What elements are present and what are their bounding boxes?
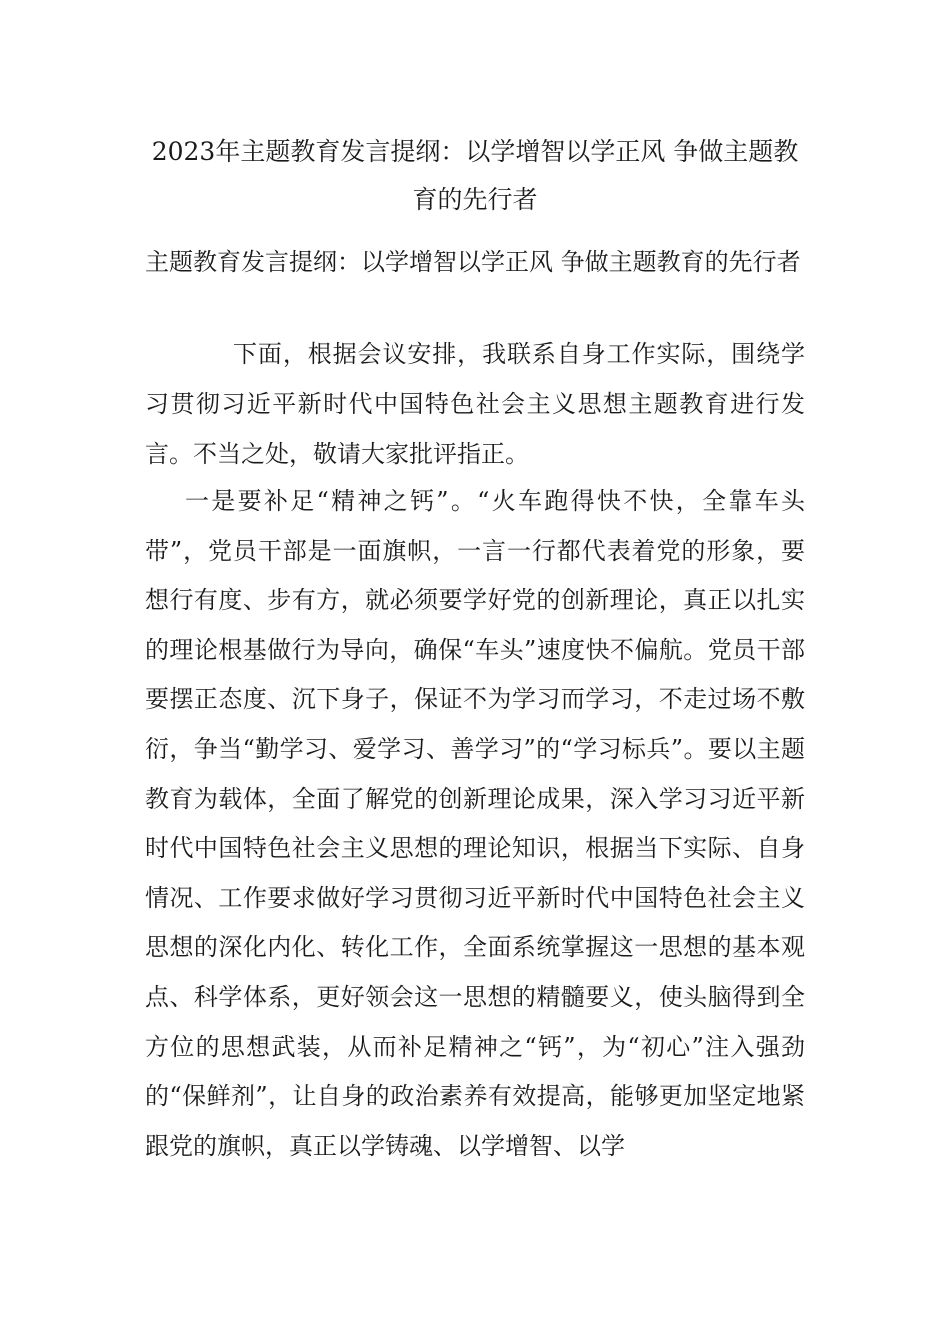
document-title: 2023年主题教育发言提纲：以学增智以学正风 争做主题教育的先行者 bbox=[151, 137, 799, 214]
paragraph-intro: 下面，根据会议安排，我联系自身工作实际，围绕学习贯彻习近平新时代中国特色社会主义思想主题教育进行发言。不当之处，敬请大家批评指正。 bbox=[145, 340, 805, 468]
paragraph-point-one: 一是要补足“精神之钙”。“火车跑得快不快，全靠车头带”，党员干部是一面旗帜，一言一行都代表着党的形象，要想行有度、步有方，就必须要学好党的创新理论，真正以扎实的理论根基做行为导向，确保“车头”速度快不偏航。党员干部要摆正态度、沉下身子，保证不为学习而学习，不走过场不敷衍，争当“勤学习、爱学习、善学习”的“学习标兵”。要以主题教育为载体，全面了解党的创新理论成果，深入学习习近平新时代中国特色社会主义思想的理论知识，根据当下实际、自身情况、工作要求做好学习贯彻习近平新时代中国特色社会主义思想的深化内化、转化工作，全面系统掌握这一思想的基本观点、科学体系，更好领会这一思想的精髓要义，使头脑得到全方位的思想武装，从而补足精神之“钙”，为“初心”注入强劲的“保鲜剂”，让自身的政治素养有效提高，能够更加坚定地紧跟党的旗帜，真正以学铸魂、以学增智、以学 bbox=[145, 487, 805, 1160]
document-subtitle: 主题教育发言提纲：以学增智以学正风 争做主题教育的先行者 bbox=[145, 248, 801, 276]
